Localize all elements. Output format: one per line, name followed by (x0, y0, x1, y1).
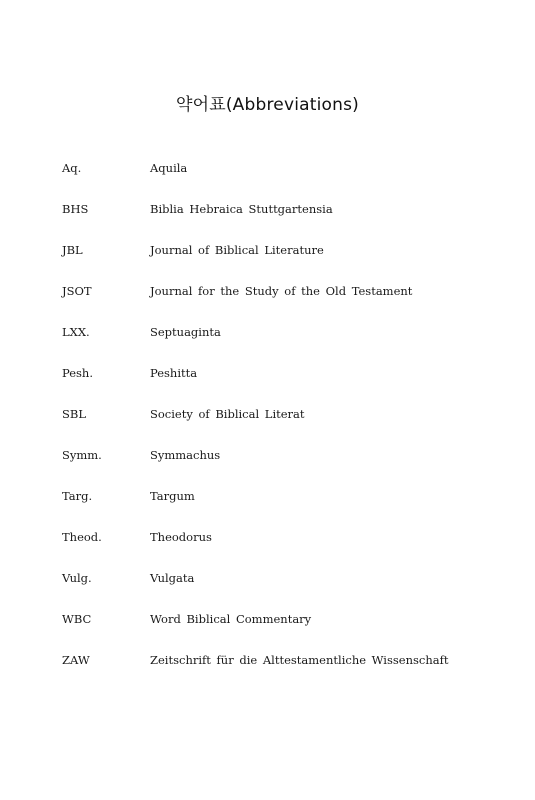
abbreviation-definition: Targum (150, 489, 195, 503)
abbreviation-term: SBL (62, 407, 86, 421)
abbreviation-row (62, 201, 512, 242)
abbreviation-definition: Vulgata (150, 571, 195, 585)
abbreviation-row (62, 365, 512, 406)
abbreviation-definition: Journal of Biblical Literature (150, 243, 324, 257)
abbreviation-term: ZAW (62, 653, 90, 667)
abbreviation-row (62, 160, 512, 201)
abbreviation-definition: Word Biblical Commentary (150, 612, 312, 626)
page-title: 약어표(Abbreviations) (175, 95, 360, 115)
abbreviation-row (62, 652, 512, 693)
abbreviation-definition: Theodorus (150, 530, 212, 544)
abbreviation-definition: Peshitta (150, 366, 198, 380)
abbreviation-row (62, 570, 512, 611)
abbreviation-term: Aq. (62, 161, 82, 175)
abbreviation-definition: Society of Biblical Literat (150, 407, 305, 421)
abbreviation-row (62, 242, 512, 283)
abbreviation-term: Vulg. (62, 571, 92, 585)
abbreviation-term: BHS (62, 202, 89, 216)
abbreviation-definition: Aquila (150, 161, 188, 175)
abbreviation-term: Targ. (62, 489, 93, 503)
abbreviation-definition: Zeitschrift für die Alttestamentliche Wissenschaft (150, 653, 449, 667)
abbreviation-term: Theod. (62, 530, 102, 544)
abbreviation-term: JSOT (62, 284, 92, 298)
abbreviation-term: Symm. (62, 448, 102, 462)
abbreviation-definition: Biblia Hebraica Stuttgartensia (150, 202, 333, 216)
abbreviation-row (62, 611, 512, 652)
abbreviation-row (62, 488, 512, 529)
abbreviation-term: WBC (62, 612, 92, 626)
abbreviation-definition: Septuaginta (150, 325, 221, 339)
abbreviation-term: JBL (62, 243, 83, 257)
abbreviation-definition: Symmachus (150, 448, 221, 462)
abbreviation-row (62, 447, 512, 488)
abbreviation-row (62, 529, 512, 570)
abbreviation-list (62, 160, 512, 693)
abbreviation-term: LXX. (62, 325, 90, 339)
abbreviation-row (62, 283, 512, 324)
abbreviation-definition: Journal for the Study of the Old Testament (150, 284, 413, 298)
abbreviation-row (62, 324, 512, 365)
abbreviation-row (62, 406, 512, 447)
abbreviation-term: Pesh. (62, 366, 93, 380)
